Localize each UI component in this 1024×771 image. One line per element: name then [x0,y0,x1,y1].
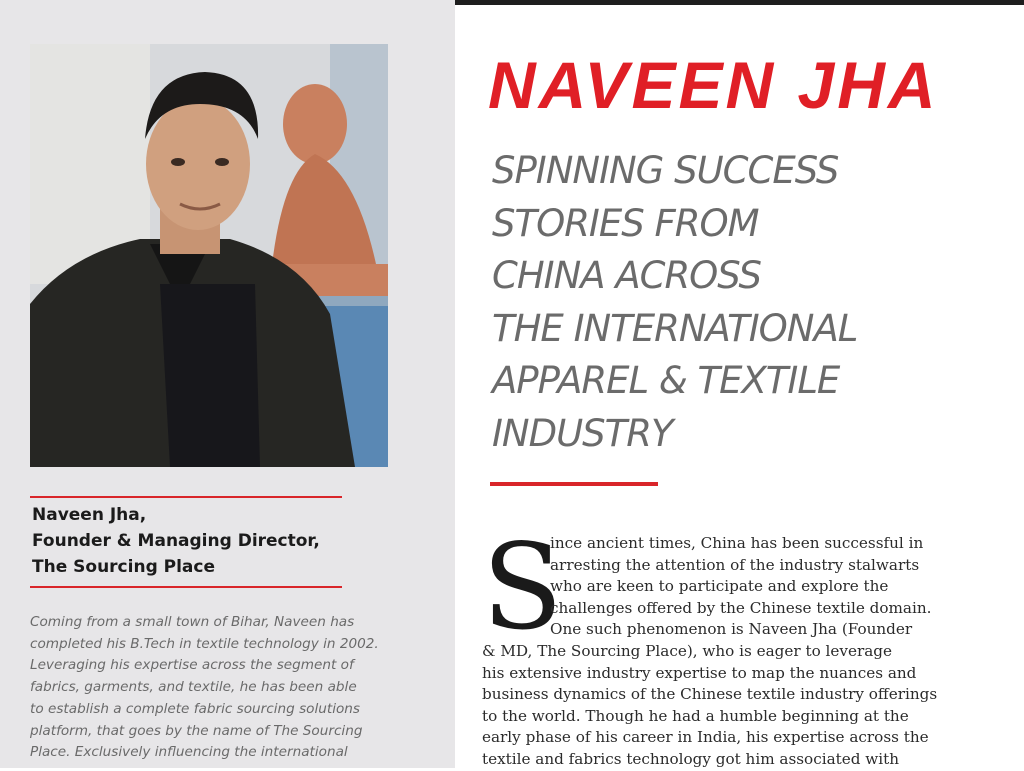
body-line: to the world. Though he had a humble beginning at the [482,706,909,725]
bio-line: completed his B.Tech in textile technology in 2002. [30,635,379,652]
subhead-line: INDUSTRY [492,411,673,455]
subhead-line: THE INTERNATIONAL [492,306,858,350]
subhead-line: STORIES FROM [492,201,759,245]
caption-line: The Sourcing Place [32,557,216,577]
top-divider [455,0,1024,5]
body-line: ince ancient times, China has been successful in [550,534,924,552]
bio-line: platform, that goes by the name of The Sourcing [30,722,363,739]
subhead-line: CHINA ACROSS [492,254,761,297]
portrait-photo [30,44,388,467]
red-divider [490,482,658,486]
bio-line: Leveraging his expertise across the segment of [30,657,354,674]
body-line: textile and fabrics technology got him associated with [482,749,900,768]
article-headline: NAVEEN JHA [488,48,939,122]
bio-line: to establish a complete fabric sourcing solutions [30,700,360,717]
photo-caption [30,496,342,588]
article-subheadline [492,145,1012,460]
body-line: challenges offered by the Chinese textile domain. [550,598,932,617]
drop-cap: S [482,518,563,656]
article-body [482,518,942,771]
subhead-line: SPINNING SUCCESS [492,149,839,192]
body-line: One such phenomenon is Naveen Jha (Founder [550,620,913,639]
body-line: his extensive industry expertise to map the nuances and [482,663,917,682]
body-line: business dynamics of the Chinese textile industry offerings [482,685,938,704]
subhead-line: APPAREL & TEXTILE [492,359,840,402]
body-line: & MD, The Sourcing Place), who is eager to leverage [482,641,892,660]
body-line: who are keen to participate and explore the [550,577,889,596]
body-line: arresting the attention of the industry stalwarts [550,555,920,574]
bio-line: fabrics, garments, and textile, he has been able [30,679,357,696]
bio-line: Coming from a small town of Bihar, Naveen has [30,614,355,630]
caption-line: Founder & Managing Director, [32,531,320,551]
body-line: early phase of his career in India, his expertise across the [482,728,929,747]
caption-line: Naveen Jha, [32,505,147,525]
bio-line: Place. Exclusively influencing the international [30,744,348,761]
sidebar-panel [0,0,455,768]
bio-text [30,612,430,764]
